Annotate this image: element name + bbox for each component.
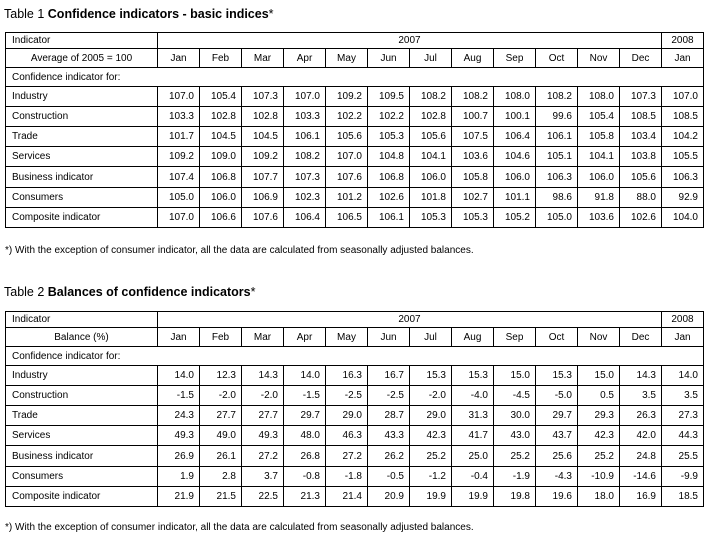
table-cell: 25.0 [452,446,494,467]
table-cell: 103.4 [620,127,662,147]
table-cell: 101.1 [494,188,536,208]
table-row [6,366,704,386]
table-cell: 101.2 [326,188,368,208]
table-cell: 107.0 [158,208,200,228]
table-cell: 104.8 [368,147,410,167]
table-cell: 19.8 [494,487,536,507]
table-cell: -2.0 [410,386,452,406]
table-cell: 1.9 [158,467,200,487]
table1-title-suffix: * [268,7,274,21]
table-cell: 19.9 [452,487,494,507]
month-header: Apr [284,328,326,347]
table-cell: 30.0 [494,406,536,426]
table-cell: 106.4 [494,127,536,147]
table-cell: 103.6 [452,147,494,167]
month-header-row [6,328,704,347]
table-cell: 98.6 [536,188,578,208]
table-cell: 102.8 [242,107,284,127]
table-row [6,147,704,167]
table-cell: 14.0 [158,366,200,386]
table-cell: -4.0 [452,386,494,406]
table-cell: 0.5 [578,386,620,406]
table-cell: 108.2 [452,87,494,107]
table-cell: -2.5 [368,386,410,406]
table2-title-prefix: Table 2 [4,285,48,299]
month-header: Jan [158,328,200,347]
table-cell: 24.3 [158,406,200,426]
base-label: Balance (%) [6,328,158,347]
table-cell: 102.8 [200,107,242,127]
table-cell: 19.6 [536,487,578,507]
table-cell: 105.6 [326,127,368,147]
table-cell: -0.4 [452,467,494,487]
table-row [6,127,704,147]
year-header-row [6,33,704,49]
table-cell: 107.7 [242,167,284,188]
table2-footnote: *) With the exception of consumer indicator, all the data are calculated from seasonally adjusted balances. [5,522,474,533]
table-cell: 42.0 [620,426,662,446]
table-cell: 105.6 [410,127,452,147]
month-header: Jun [368,49,410,68]
row-label: Construction [6,107,158,127]
table-cell: -1.5 [158,386,200,406]
table-cell: 20.9 [368,487,410,507]
row-label: Industry [6,87,158,107]
table-cell: 49.0 [200,426,242,446]
table-cell: 26.9 [158,446,200,467]
table-cell: 25.2 [578,446,620,467]
month-header: May [326,49,368,68]
table-row [6,426,704,446]
table-row [6,446,704,467]
row-label: Business indicator [6,167,158,188]
table-cell: -0.5 [368,467,410,487]
table-cell: 109.0 [200,147,242,167]
table-cell: 106.0 [578,167,620,188]
table-cell: 105.0 [158,188,200,208]
table-cell: 105.2 [494,208,536,228]
month-header: Jun [368,328,410,347]
table-cell: -1.8 [326,467,368,487]
base-label: Average of 2005 = 100 [6,49,158,68]
table-cell: 28.7 [368,406,410,426]
table-cell: 102.6 [368,188,410,208]
table-cell: 42.3 [410,426,452,446]
table-cell: 102.7 [452,188,494,208]
table-cell: 100.7 [452,107,494,127]
table-cell: 15.3 [452,366,494,386]
table-cell: 18.0 [578,487,620,507]
table-cell: 108.5 [662,107,704,127]
table-cell: 105.4 [578,107,620,127]
table-cell: 29.7 [284,406,326,426]
table-row [6,107,704,127]
table-cell: 43.3 [368,426,410,446]
table-cell: 29.3 [578,406,620,426]
table-row [6,406,704,426]
month-header: May [326,328,368,347]
month-header: Dec [620,328,662,347]
table-cell: 107.6 [242,208,284,228]
table-cell: 31.3 [452,406,494,426]
table-cell: -2.0 [242,386,284,406]
month-header: Oct [536,328,578,347]
table-cell: 16.3 [326,366,368,386]
table1-title-prefix: Table 1 [4,7,48,21]
table-cell: 108.2 [284,147,326,167]
table-cell: 102.6 [620,208,662,228]
month-header: Nov [578,328,620,347]
indicator-header: Indicator [6,312,158,328]
table-cell: 106.0 [494,167,536,188]
table-cell: 105.0 [536,208,578,228]
table-cell: 88.0 [620,188,662,208]
table-cell: 27.3 [662,406,704,426]
month-header: Jan [662,49,704,68]
month-header: Nov [578,49,620,68]
month-header: Oct [536,49,578,68]
table-cell: 48.0 [284,426,326,446]
table-cell: 106.3 [536,167,578,188]
table-cell: 92.9 [662,188,704,208]
table-cell: 15.3 [536,366,578,386]
table-cell: 99.6 [536,107,578,127]
table-cell: 2.8 [200,467,242,487]
table-cell: 14.0 [284,366,326,386]
table-cell: 16.9 [620,487,662,507]
table-cell: -14.6 [620,467,662,487]
table-cell: 103.3 [284,107,326,127]
table-cell: 106.0 [410,167,452,188]
table-row [6,188,704,208]
row-label: Consumers [6,188,158,208]
table-cell: 14.3 [620,366,662,386]
year-2007-header: 2007 [158,33,662,49]
table-cell: 25.6 [536,446,578,467]
month-header-row [6,49,704,68]
table-cell: 109.2 [158,147,200,167]
table-cell: 107.0 [284,87,326,107]
table-cell: -4.5 [494,386,536,406]
table-cell: -2.5 [326,386,368,406]
table-cell: 25.2 [410,446,452,467]
table-cell: 107.0 [158,87,200,107]
month-header: Jan [662,328,704,347]
table-cell: 29.0 [410,406,452,426]
table-cell: 91.8 [578,188,620,208]
table-cell: 41.7 [452,426,494,446]
table-cell: 105.8 [452,167,494,188]
year-2008-header: 2008 [662,312,704,328]
table-cell: 25.5 [662,446,704,467]
table-cell: 106.1 [368,208,410,228]
table-cell: 43.0 [494,426,536,446]
month-header: Jan [158,49,200,68]
year-2007-header: 2007 [158,312,662,328]
table-cell: 3.5 [662,386,704,406]
table-cell: 104.5 [200,127,242,147]
table-cell: 27.7 [242,406,284,426]
table-cell: 106.6 [200,208,242,228]
table-cell: 108.5 [620,107,662,127]
row-label: Composite indicator [6,208,158,228]
table-cell: -10.9 [578,467,620,487]
table1-footnote: *) With the exception of consumer indicator, all the data are calculated from seasonally adjusted balances. [5,245,474,256]
table-cell: 104.5 [242,127,284,147]
row-label: Construction [6,386,158,406]
table-cell: 26.8 [284,446,326,467]
section-row [6,68,704,87]
table2-title-bold: Balances of confidence indicators [47,285,251,299]
table-cell: 107.3 [284,167,326,188]
row-label: Services [6,426,158,446]
table-cell: 105.3 [368,127,410,147]
table-cell: 106.4 [284,208,326,228]
confidence-indices-table [5,32,704,228]
table-cell: 25.2 [494,446,536,467]
table-cell: 105.5 [662,147,704,167]
table-cell: 104.2 [662,127,704,147]
table-cell: 103.8 [620,147,662,167]
table-cell: 102.2 [326,107,368,127]
table-cell: 103.6 [578,208,620,228]
table-cell: 24.8 [620,446,662,467]
table-row [6,208,704,228]
table-cell: 27.2 [326,446,368,467]
year-header-row [6,312,704,328]
table-cell: 106.1 [536,127,578,147]
table-cell: 106.3 [662,167,704,188]
month-header: Jul [410,49,452,68]
table-cell: 104.1 [410,147,452,167]
table-cell: 108.2 [410,87,452,107]
table-cell: 109.2 [242,147,284,167]
table-cell: 16.7 [368,366,410,386]
table-cell: 22.5 [242,487,284,507]
table-cell: 3.7 [242,467,284,487]
table-cell: 104.6 [494,147,536,167]
table-cell: -1.5 [284,386,326,406]
table-cell: 106.8 [200,167,242,188]
table-cell: -0.8 [284,467,326,487]
month-header: Jul [410,328,452,347]
month-header: Mar [242,328,284,347]
table-cell: 3.5 [620,386,662,406]
month-header: Feb [200,49,242,68]
table-cell: 14.0 [662,366,704,386]
table-cell: 107.6 [326,167,368,188]
table-cell: -4.3 [536,467,578,487]
table-cell: 107.4 [158,167,200,188]
confidence-balances-table [5,311,704,507]
indicator-header: Indicator [6,33,158,49]
table-cell: 49.3 [158,426,200,446]
table-cell: 105.4 [200,87,242,107]
table-cell: 21.4 [326,487,368,507]
row-label: Services [6,147,158,167]
table-cell: 103.3 [158,107,200,127]
table-cell: 27.2 [242,446,284,467]
table-cell: 19.9 [410,487,452,507]
table-cell: 105.8 [578,127,620,147]
table-cell: 107.3 [242,87,284,107]
table-row [6,467,704,487]
table-cell: 100.1 [494,107,536,127]
row-label: Composite indicator [6,487,158,507]
table-cell: 29.0 [326,406,368,426]
table-cell: 18.5 [662,487,704,507]
month-header: Apr [284,49,326,68]
year-2008-header: 2008 [662,33,704,49]
month-header: Sep [494,49,536,68]
row-label: Business indicator [6,446,158,467]
table-cell: 102.8 [410,107,452,127]
table-cell: 108.0 [494,87,536,107]
table-cell: 26.1 [200,446,242,467]
section-label: Confidence indicator for: [6,347,704,366]
table-cell: 105.3 [452,208,494,228]
table-cell: 15.3 [410,366,452,386]
row-label: Trade [6,127,158,147]
month-header: Sep [494,328,536,347]
table-row [6,167,704,188]
table-cell: -9.9 [662,467,704,487]
table-cell: 105.1 [536,147,578,167]
table-cell: 107.3 [620,87,662,107]
table-cell: 26.2 [368,446,410,467]
table-cell: 42.3 [578,426,620,446]
month-header: Dec [620,49,662,68]
month-header: Mar [242,49,284,68]
table-cell: 12.3 [200,366,242,386]
table-cell: 105.3 [410,208,452,228]
table-cell: 104.1 [578,147,620,167]
table1-title-bold: Confidence indicators - basic indices [47,7,269,21]
table-cell: -5.0 [536,386,578,406]
table-cell: 108.2 [536,87,578,107]
month-header: Aug [452,328,494,347]
table-cell: 15.0 [578,366,620,386]
row-label: Consumers [6,467,158,487]
table-cell: 21.5 [200,487,242,507]
table-row [6,386,704,406]
table-cell: 101.8 [410,188,452,208]
section-row [6,347,704,366]
table-cell: 46.3 [326,426,368,446]
table-cell: 102.3 [284,188,326,208]
table-cell: 107.0 [662,87,704,107]
table-cell: 49.3 [242,426,284,446]
table-cell: 107.5 [452,127,494,147]
table-cell: 29.7 [536,406,578,426]
month-header: Aug [452,49,494,68]
table-cell: 101.7 [158,127,200,147]
row-label: Industry [6,366,158,386]
table-cell: 27.7 [200,406,242,426]
table-cell: 108.0 [578,87,620,107]
section-label: Confidence indicator for: [6,68,704,87]
table-cell: 106.5 [326,208,368,228]
table-cell: 44.3 [662,426,704,446]
table2-title-suffix: * [250,285,256,299]
table-cell: -1.2 [410,467,452,487]
table-row [6,87,704,107]
table-cell: 109.2 [326,87,368,107]
table-cell: 15.0 [494,366,536,386]
table-row [6,487,704,507]
table-cell: 104.0 [662,208,704,228]
table-cell: 43.7 [536,426,578,446]
table-cell: 14.3 [242,366,284,386]
table-cell: 106.0 [200,188,242,208]
table-cell: -1.9 [494,467,536,487]
table-cell: 102.2 [368,107,410,127]
table1-title [4,7,274,21]
table-cell: 105.6 [620,167,662,188]
table-cell: 107.0 [326,147,368,167]
table-cell: 106.8 [368,167,410,188]
table-cell: 21.3 [284,487,326,507]
table-cell: 21.9 [158,487,200,507]
table-cell: 109.5 [368,87,410,107]
table2-title [4,285,256,299]
row-label: Trade [6,406,158,426]
month-header: Feb [200,328,242,347]
table-cell: 106.1 [284,127,326,147]
table-cell: -2.0 [200,386,242,406]
table-cell: 26.3 [620,406,662,426]
table-cell: 106.9 [242,188,284,208]
